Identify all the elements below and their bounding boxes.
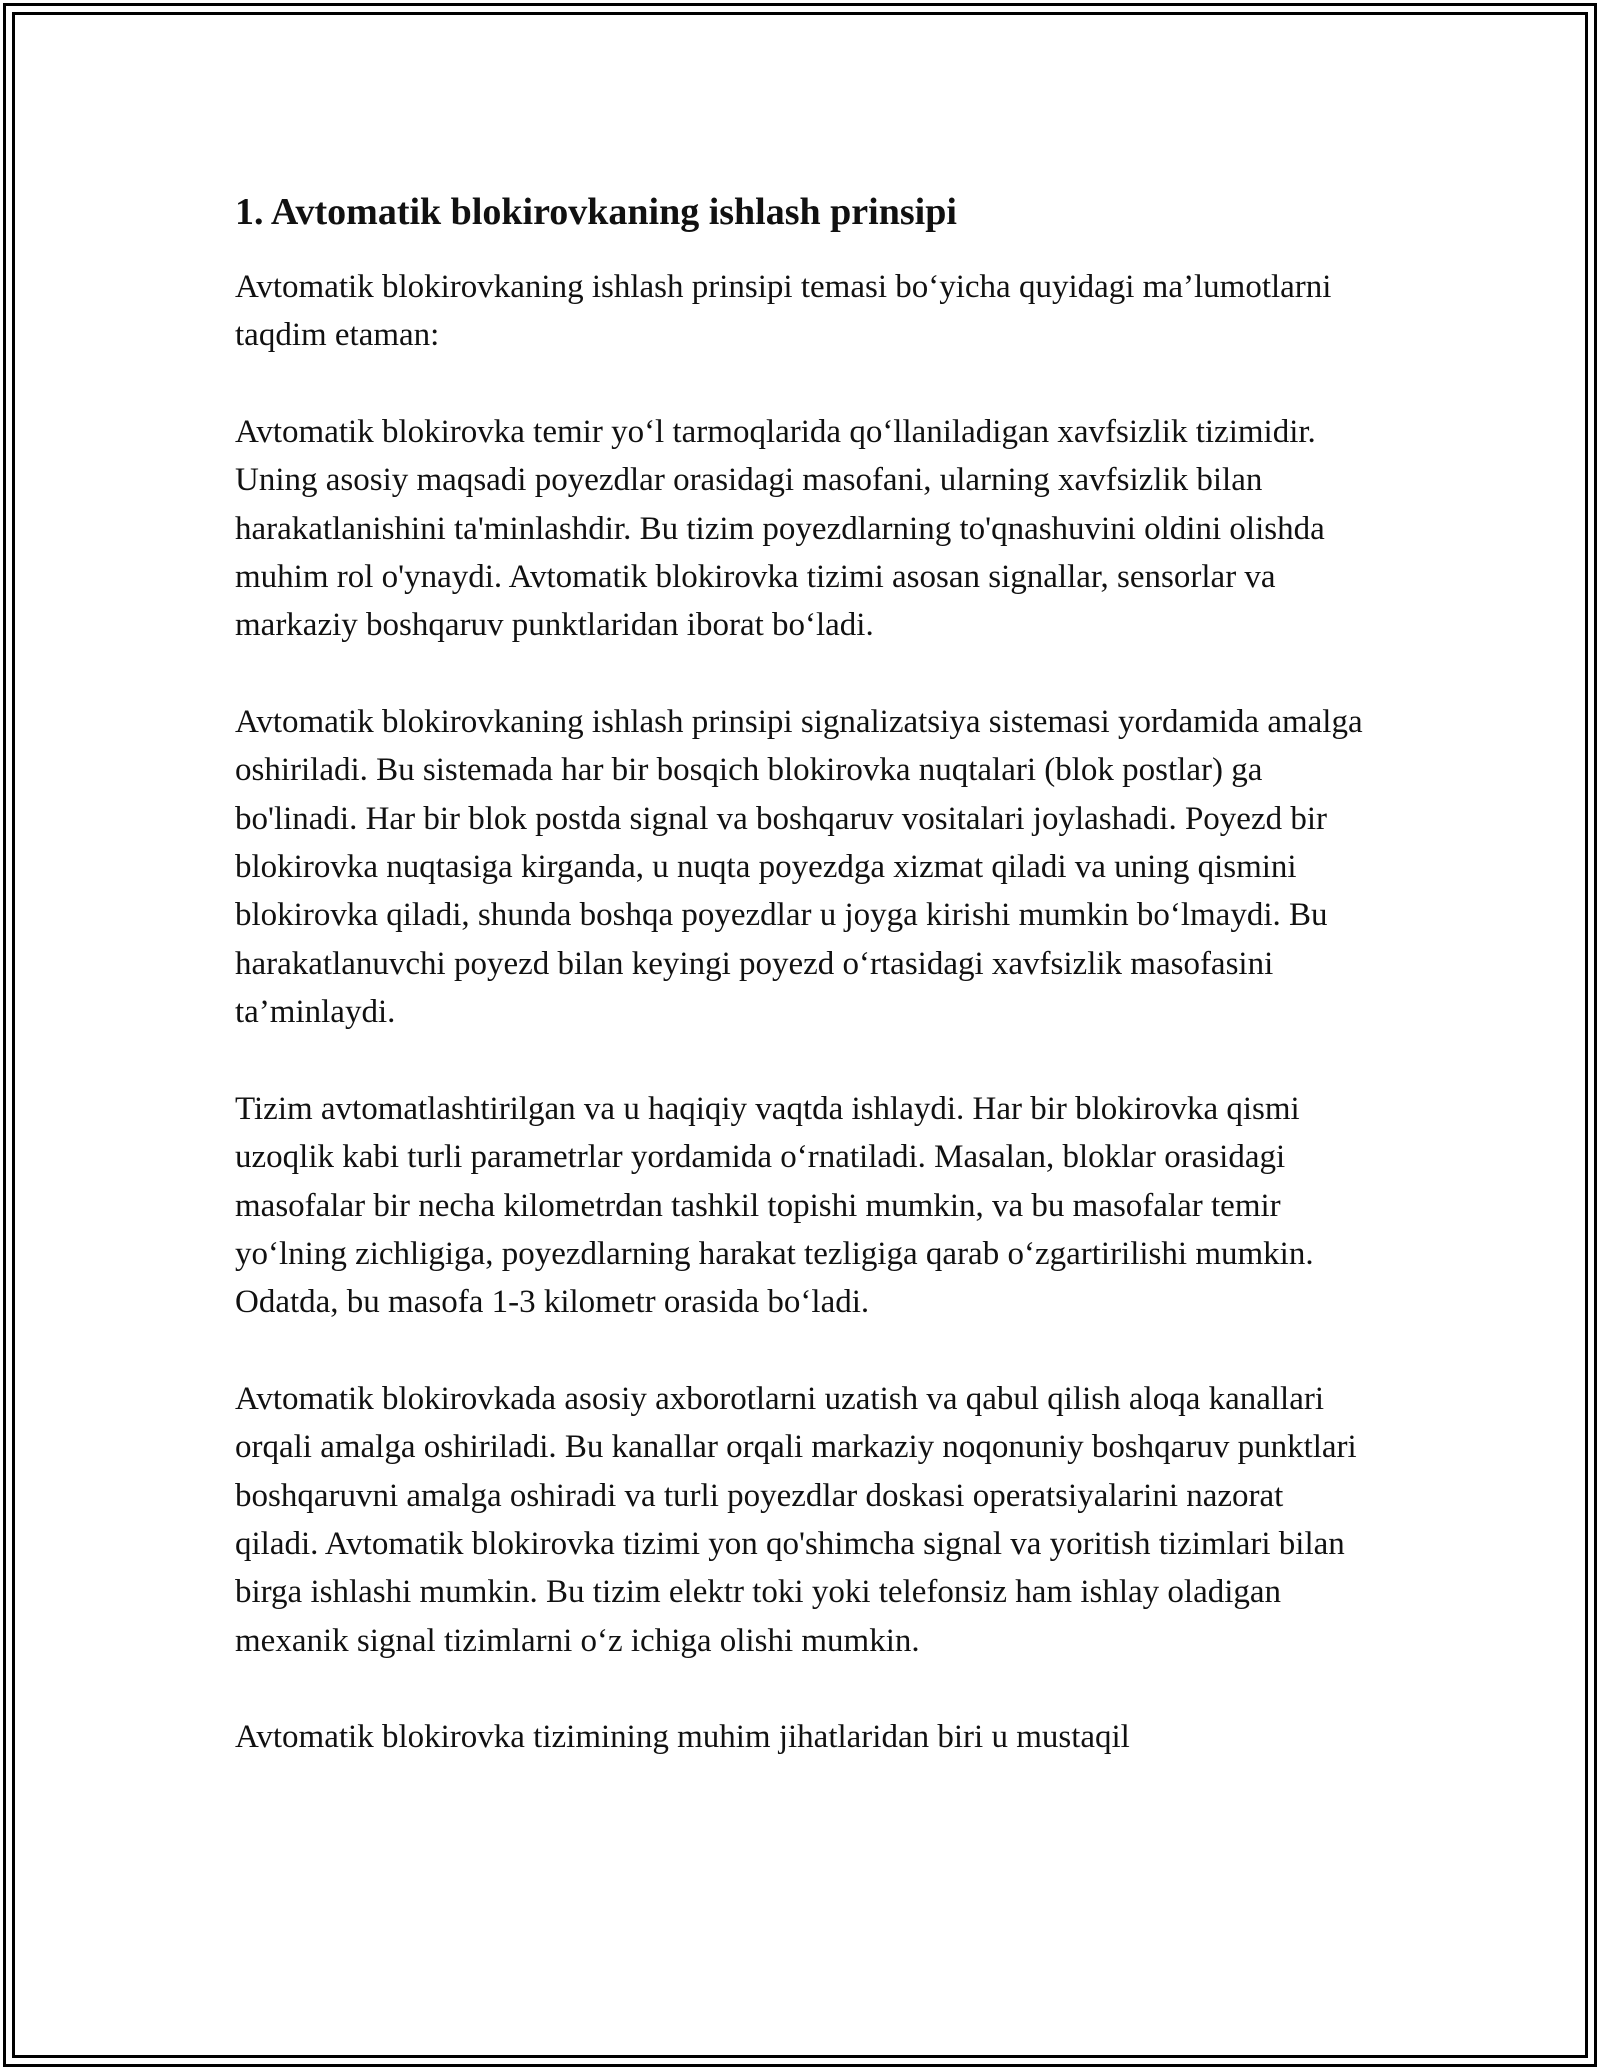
paragraph-signalling: Avtomatik blokirovkaning ishlash prinsipi signalizatsiya sistemasi yordamida amalga oshiriladi. Bu sistemada har bir bosqich blokirovka nuqtalari (blok postlar) ga bo'linadi. Har bir blok postda signal va boshqaruv vositalari joylashadi. Poyezd bir blokirovka nuqtasiga kirganda, u nuqta poyezdga xizmat qiladi va uning qismini blokirovka qiladi, shunda boshqa poyezdlar u joyga kirishi mumkin bo‘lmaydi. Bu harakatlanuvchi poyezd bilan keyingi poyezd o‘rtasidagi xavfsizlik masofasini ta’minlaydi.: [235, 703, 1363, 1031]
paragraph-communication: Avtomatik blokirovkada asosiy axborotlarni uzatish va qabul qilish aloqa kanallari orqali amalga oshiriladi. Bu kanallar orqali markaziy noqonuniy boshqaruv punktlari boshqaruvni amalga oshiradi va turli poyezdlar doskasi operatsiyalarini nazorat qiladi. Avtomatik blokirovka tizimi yon qo'shimcha signal va yoritish tizimlari bilan birga ishlashi mumkin. Bu tizim elektr toki yoki telefonsiz ham ishlay oladigan mexanik signal tizimlarni o‘z ichiga olishi mumkin.: [235, 1380, 1357, 1659]
paragraph-definition: Avtomatik blokirovka temir yo‘l tarmoqlarida qo‘llaniladigan xavfsizlik tizimidir. Uning asosiy maqsadi poyezdlar orasidagi masofani, ularning xavfsizlik bilan harakatlanishini ta'minlashdir. Bu tizim poyezdlarning to'qnashuvini oldini olishda muhim rol o'ynaydi. Avtomatik blokirovka tizimi asosan signallar, sensorlar va markaziy boshqaruv punktlaridan iborat bo‘ladi.: [235, 413, 1325, 644]
paragraph-features: Avtomatik blokirovka tizimining muhim jihatlaridan biri u mustaqil: [235, 1719, 1130, 1756]
paragraph-intro: Avtomatik blokirovkaning ishlash prinsipi temasi bo‘yicha quyidagi ma’lumotlarni taqdim etaman:: [235, 269, 1332, 354]
document-title: 1. Avtomatik blokirovkaning ishlash prinsipi: [235, 191, 957, 233]
document-body: [235, 188, 1365, 1810]
paragraph-automation: Tizim avtomatlashtirilgan va u haqiqiy vaqtda ishlaydi. Har bir blokirovka qismi uzoqlik kabi turli parametrlar yordamida o‘rnatiladi. Masalan, bloklar orasidagi masofalar bir necha kilometrdan tashkil topishi mumkin, va bu masofalar temir yo‘lning zichligiga, poyezdlarning harakat tezligiga qarab o‘zgartirilishi mumkin. Odatda, bu masofa 1-3 kilometr orasida bo‘ladi.: [235, 1090, 1314, 1321]
